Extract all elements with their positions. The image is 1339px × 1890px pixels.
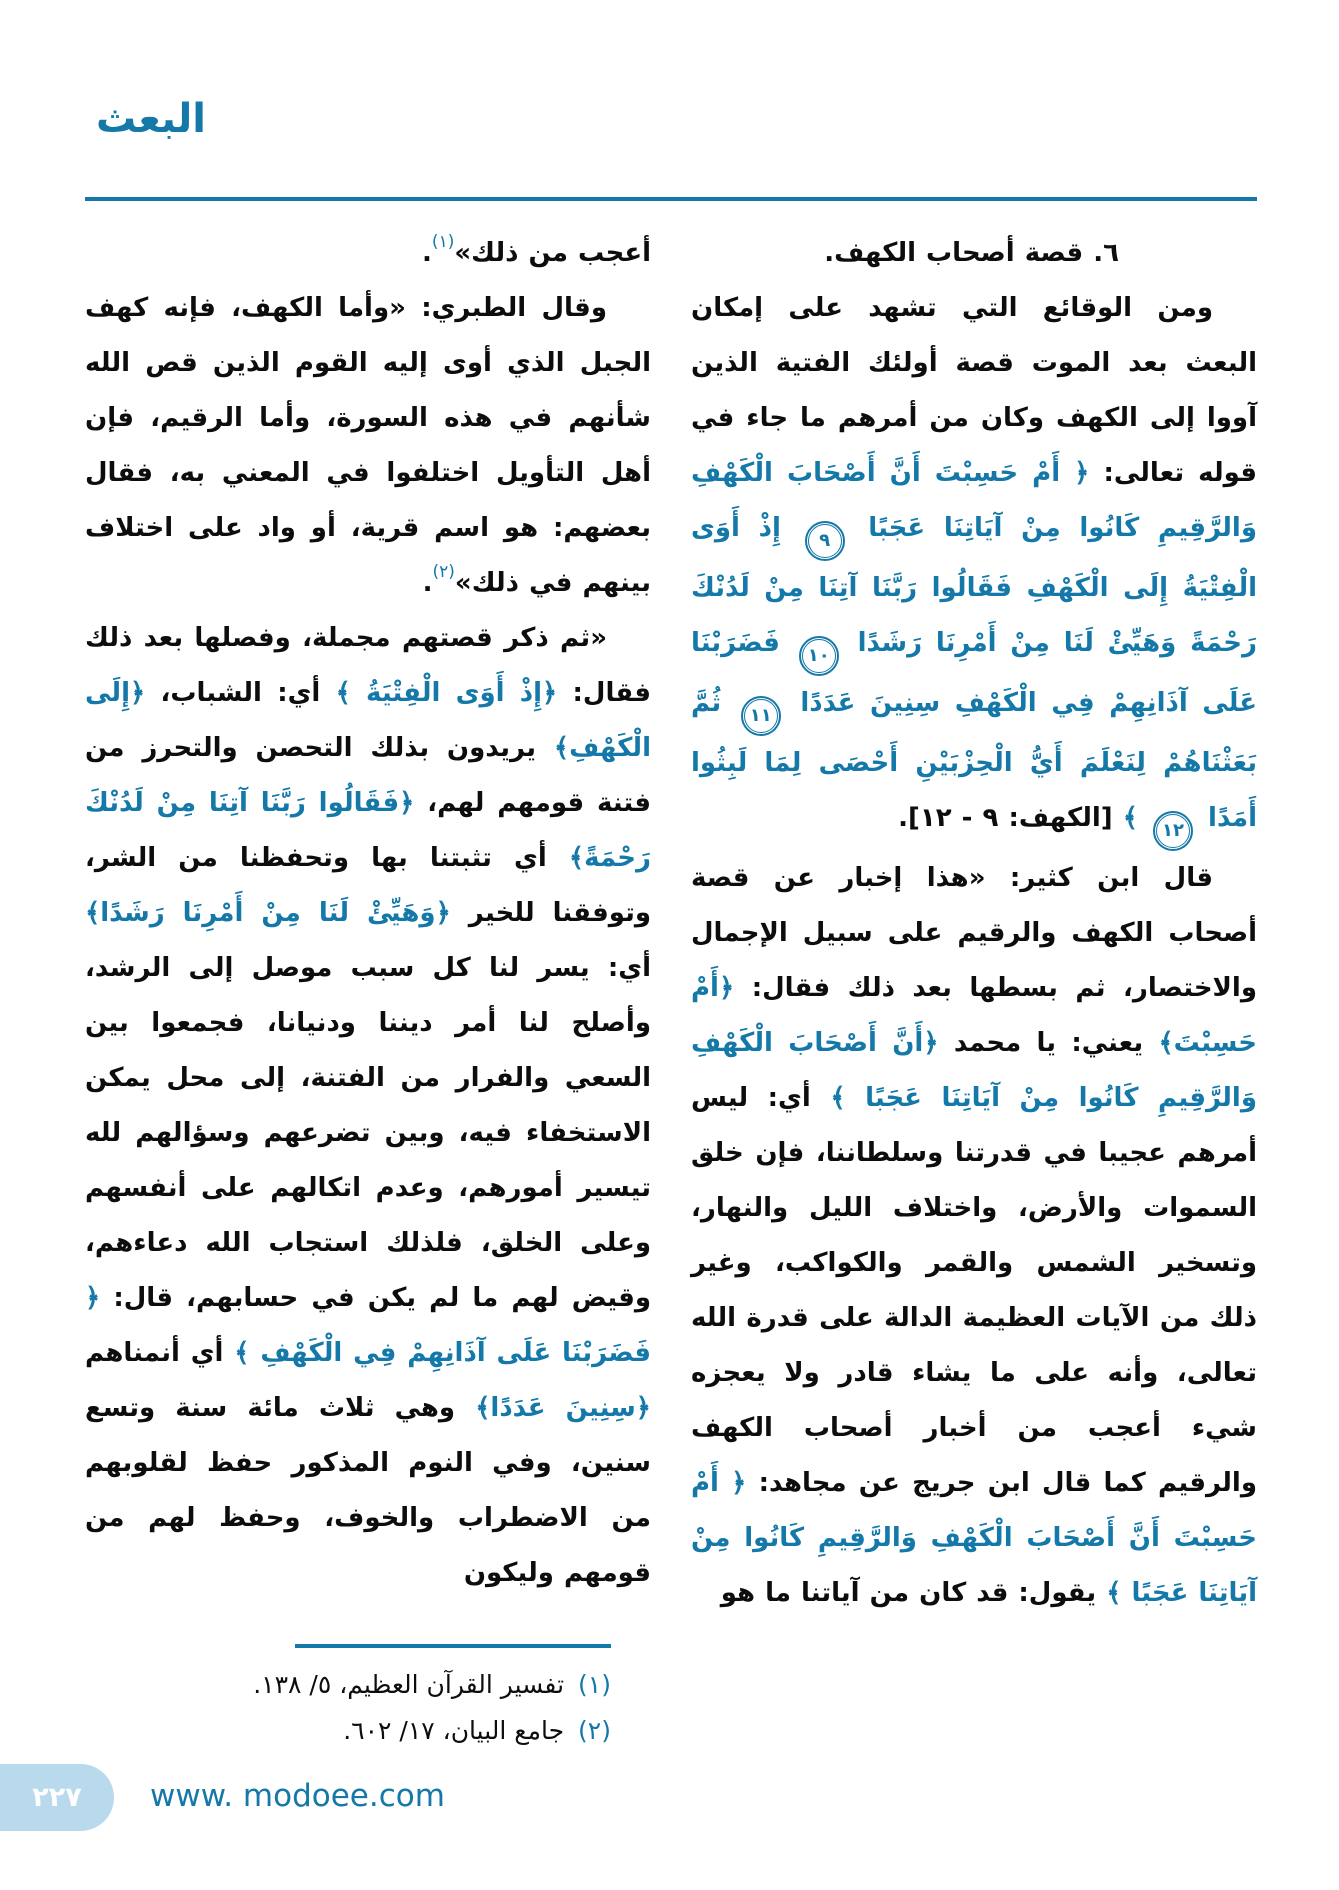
footnote-item xyxy=(85,1708,611,1754)
right-column xyxy=(691,226,1257,1754)
quran-text: ﴾ xyxy=(1122,803,1148,833)
body-text: أي: الشباب، xyxy=(145,678,336,708)
footnote-item xyxy=(85,1662,611,1708)
footnote-text: تفسير القرآن العظيم، ٥/ ١٣٨. xyxy=(253,1670,565,1699)
page-number-badge xyxy=(0,1764,114,1831)
quran-text: ﴿إِلَى الْكَهْفِ﴾ xyxy=(85,678,651,763)
quran-text: ﴿وَهَيِّئْ لَنَا مِنْ أَمْرِنَا رَشَدًا﴾ xyxy=(85,898,451,928)
body-text: . xyxy=(422,568,433,598)
ayah-number-marker xyxy=(1153,811,1193,851)
body-text: [الكهف: ٩ - ١٢]. xyxy=(898,803,1123,833)
paragraph xyxy=(85,611,651,1601)
body-text: أي تثبتنا بها وتحفظنا من الشر، وتوفقنا للخير xyxy=(85,843,651,928)
quran-text: ﴿أَنَّ أَصْحَابَ الْكَهْفِ وَالرَّقِيمِ كَانُوا مِنْ آيَاتِنَا عَجَبًا ﴾ xyxy=(691,1028,1257,1113)
footnote-number: (١) xyxy=(578,1670,611,1699)
quran-text: إِذْ أَوَى الْفِتْيَةُ إِلَى الْكَهْفِ فَقَالُوا رَبَّنَا آتِنَا مِنْ لَدُنْكَ رَحْمَةً وَهَيِّئْ لَنَا مِنْ أَمْرِنَا رَشَدًا xyxy=(691,513,1258,658)
footnote-marker: (٢) xyxy=(432,562,455,582)
website-url: www. modoee.com xyxy=(150,1778,445,1814)
quran-text: ﴿إِذْ أَوَى الْفِتْيَةُ ﴾ xyxy=(335,678,558,708)
body-text: يقول: قد كان من آياتنا ما هو xyxy=(720,1578,1107,1608)
body-text: ومن الوقائع التي تشهد على إمكان البعث بعد الموت قصة أولئك الفتية الذين آووا إلى الكهف وكان من أمرهم ما جاء في قوله تعالى: xyxy=(691,293,1257,488)
ayah-number-marker xyxy=(799,636,839,676)
body-text: أعجب من ذلك» xyxy=(454,238,651,268)
footnote-number: (٢) xyxy=(578,1716,611,1745)
left-column xyxy=(85,226,651,1754)
footnote-text: جامع البيان، ١٧/ ٦٠٢. xyxy=(343,1716,565,1745)
body-text: أي أنمناهم xyxy=(85,1338,235,1368)
body-text: يريدون بذلك التحصن والتحرز من فتنة قومهم لهم، xyxy=(85,733,652,818)
running-header-title: البعث xyxy=(96,96,206,142)
quran-text: فَضَرَبْنَا عَلَى آذَانِهِمْ فِي الْكَهْفِ سِنِينَ عَدَدًا xyxy=(691,628,1258,718)
quran-text: ثُمَّ بَعَثْنَاهُمْ لِنَعْلَمَ أَيُّ الْحِزْبَيْنِ أَحْصَى لِمَا لَبِثُوا أَمَدًا xyxy=(691,688,1257,833)
footnotes-section xyxy=(85,1644,651,1754)
paragraph xyxy=(85,226,651,281)
ayah-number: ١٢ xyxy=(1156,814,1190,848)
footnote-marker: (١) xyxy=(431,232,455,252)
quran-text: ﴿فَقَالُوا رَبَّنَا آتِنَا مِنْ لَدُنْكَ رَحْمَةً﴾ xyxy=(85,788,651,873)
footnotes-rule xyxy=(295,1644,611,1648)
body-text: وهي ثلاث مائة سنة وتسع سنين، وفي النوم المذكور حفظ لقلوبهم من الاضطراب والخوف، وحفظ لهم من قومهم وليكون xyxy=(85,1393,651,1588)
ayah-number: ١١ xyxy=(744,699,778,733)
paragraph xyxy=(691,281,1257,851)
quran-text: ﴿أَمْ حَسِبْتَ﴾ xyxy=(691,973,1258,1058)
body-text: أي: يسر لنا كل سبب موصل إلى الرشد، وأصلح لنا أمر ديننا ودنيانا، فجمعوا بين السعي والفرار من الفتنة، إلى محل يمكن الاستخفاء فيه، وبين تضرعهم وسؤالهم لله تيسير أمورهم، وعدم اتكالهم على أنفسهم وعلى الخلق، فلذلك استجاب الله دعاءهم، وقيض لهم ما لم يكن في حسابهم، قال: xyxy=(85,953,651,1313)
quran-text: ﴿سِنِينَ عَدَدًا﴾ xyxy=(475,1393,651,1423)
paragraph xyxy=(691,851,1257,1621)
body-text: . xyxy=(422,238,432,268)
body-text: «ثم ذكر قصتهم مجملة، وفصلها بعد ذلك فقال: xyxy=(85,623,651,708)
page-number: ٢٢٧ xyxy=(32,1782,82,1813)
quran-text: ﴿ أَمْ حَسِبْتَ أَنَّ أَصْحَابَ الْكَهْفِ وَالرَّقِيمِ كَانُوا مِنْ آيَاتِنَا عَجَبًا ﴾ xyxy=(691,1468,1257,1608)
ayah-number-marker xyxy=(805,521,845,561)
left-column-paragraphs xyxy=(85,226,651,1601)
header-rule xyxy=(85,197,1257,201)
section-title: ٦. قصة أصحاب الكهف. xyxy=(824,238,1119,268)
paragraph xyxy=(85,281,651,611)
body-text: يعني: يا محمد xyxy=(938,1028,1159,1058)
right-column-paragraphs xyxy=(691,281,1257,1621)
quran-text: ﴿ أَمْ حَسِبْتَ أَنَّ أَصْحَابَ الْكَهْفِ وَالرَّقِيمِ كَانُوا مِنْ آيَاتِنَا عَجَبًا xyxy=(691,458,1257,543)
body-text: وقال الطبري: «وأما الكهف، فإنه كهف الجبل الذي أوى إليه القوم الذين قص الله شأنهم في هذه السورة، وأما الرقيم، فإن أهل التأويل اختلفوا في المعني به، فقال بعضهم: هو اسم قرية، أو واد على اختلاف بينهم في ذلك» xyxy=(85,293,651,598)
quran-text: ﴿ فَضَرَبْنَا عَلَى آذَانِهِمْ فِي الْكَهْفِ ﴾ xyxy=(85,1283,651,1368)
body-text: أي: ليس أمرهم عجيبا في قدرتنا وسلطاننا، فإن خلق السموات والأرض، واختلاف الليل والنهار، وتسخير الشمس والقمر والكواكب، وغير ذلك من الآيات العظيمة الدالة على قدرة الله تعالى، وأنه على ما يشاء قادر ولا يعجزه شيء أعجب من أخبار أصحاب الكهف والرقيم كما قال ابن جريج عن مجاهد: xyxy=(691,1083,1257,1498)
ayah-number-marker xyxy=(741,696,781,736)
ayah-number: ١٠ xyxy=(802,639,836,673)
ayah-number: ٩ xyxy=(808,524,842,558)
body-text: قال ابن كثير: «هذا إخبار عن قصة أصحاب الكهف والرقيم على سبيل الإجمال والاختصار، ثم بسطها بعد ذلك فقال: xyxy=(691,863,1257,1003)
text-columns xyxy=(85,226,1257,1754)
